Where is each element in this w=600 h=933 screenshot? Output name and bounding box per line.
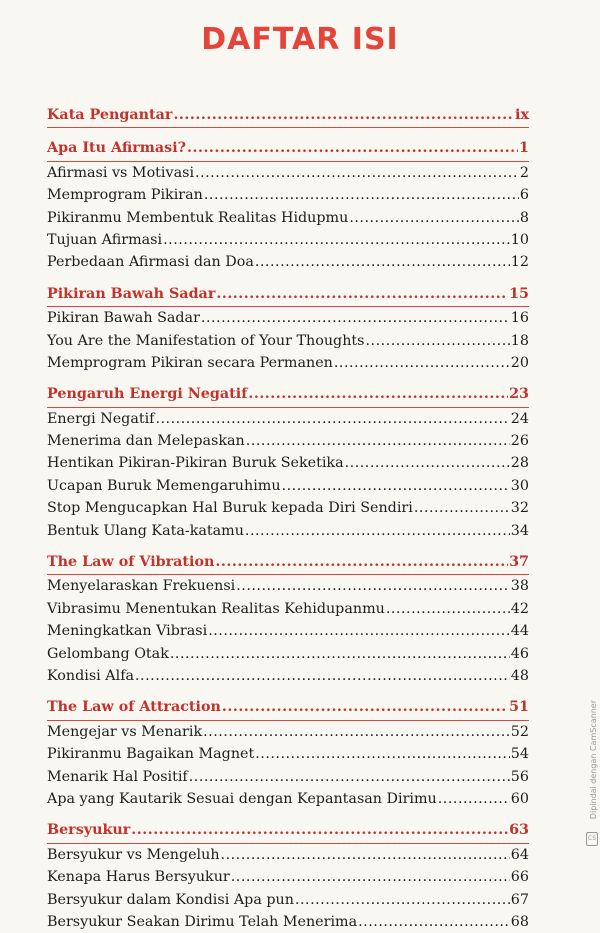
- entry-title: Pikiran Bawah Sadar: [47, 310, 200, 327]
- dot-leader: [358, 911, 510, 933]
- camscanner-logo-icon: CS: [586, 832, 598, 846]
- page-number: 66: [510, 869, 529, 886]
- toc-entry-row[interactable]: [47, 330, 529, 352]
- page-number: 2: [519, 164, 529, 181]
- entry-title: Vibrasimu Menentukan Realitas Kehidupanmu: [47, 600, 385, 617]
- dot-leader: [155, 408, 509, 430]
- dot-leader: [201, 307, 510, 329]
- entry-title: Menerima dan Melepaskan: [47, 433, 245, 450]
- entry-title: Hentikan Pikiran-Pikiran Buruk Seketika: [47, 455, 344, 472]
- toc-chapter-row[interactable]: [47, 819, 529, 841]
- dot-leader: [334, 352, 510, 374]
- entry-title: Apa yang Kautarik Sesuai dengan Kepantasan Dirimu: [47, 790, 437, 807]
- toc-chapter-row[interactable]: [47, 283, 529, 305]
- page-number: 63: [509, 822, 529, 839]
- dot-leader: [438, 788, 510, 810]
- toc-entry-row[interactable]: [47, 408, 529, 430]
- dot-leader: [248, 383, 508, 405]
- entry-title: Bersyukur Seakan Dirimu Telah Menerima: [47, 913, 358, 930]
- page-number: 6: [519, 187, 529, 204]
- entry-title: Tujuan Afirmasi: [47, 231, 163, 248]
- page-number: 30: [510, 477, 529, 494]
- dot-leader: [163, 229, 510, 251]
- dot-leader: [170, 643, 510, 665]
- entry-title: Stop Mengucapkan Hal Buruk kepada Diri Sendiri: [47, 500, 413, 517]
- scanner-watermark: Dipindai dengan CamScanner: [589, 700, 598, 820]
- page-number: 38: [510, 578, 529, 595]
- dot-leader: [349, 207, 519, 229]
- dot-leader: [189, 766, 510, 788]
- dot-leader: [345, 452, 510, 474]
- page-number: 52: [510, 723, 529, 740]
- page-number: 67: [510, 891, 529, 908]
- toc-entry-row[interactable]: [47, 452, 529, 474]
- toc-entry-row[interactable]: [47, 520, 529, 542]
- chapter-title: Pengaruh Energi Negatif: [47, 386, 248, 403]
- section-gap: [47, 542, 529, 551]
- dot-leader: [195, 162, 519, 184]
- toc-entry-row[interactable]: [47, 430, 529, 452]
- chapter-title: Bersyukur: [47, 822, 131, 839]
- dot-leader: [221, 844, 510, 866]
- toc-entry-row[interactable]: [47, 497, 529, 519]
- toc-entry-row[interactable]: [47, 307, 529, 329]
- page-number: 56: [510, 768, 529, 785]
- page-number: 34: [510, 522, 529, 539]
- toc-entry-row[interactable]: [47, 788, 529, 810]
- section-gap: [47, 374, 529, 383]
- toc-entry-row[interactable]: [47, 866, 529, 888]
- page-number: 64: [510, 846, 529, 863]
- page-number: 44: [510, 623, 529, 640]
- dot-leader: [173, 104, 514, 126]
- entry-title: Kenapa Harus Bersyukur: [47, 869, 230, 886]
- dot-leader: [131, 819, 508, 841]
- entry-title: Bersyukur dalam Kondisi Apa pun: [47, 891, 294, 908]
- entry-title: Bentuk Ulang Kata-katamu: [47, 522, 244, 539]
- table-of-contents: [47, 104, 529, 933]
- section-gap: [47, 687, 529, 696]
- chapter-title: Kata Pengantar: [47, 107, 173, 123]
- dot-leader: [295, 889, 510, 911]
- section-gap: [47, 810, 529, 819]
- toc-entry-row[interactable]: [47, 352, 529, 374]
- entry-title: You Are the Manifestation of Your Thoughts: [47, 332, 365, 349]
- toc-entry-row[interactable]: [47, 889, 529, 911]
- toc-entry-row[interactable]: [47, 475, 529, 497]
- dot-leader: [282, 475, 510, 497]
- page-number: 8: [519, 209, 529, 226]
- page-number: 1: [519, 140, 529, 157]
- dot-leader: [208, 620, 510, 642]
- page-number: 10: [510, 231, 529, 248]
- entry-title: Bersyukur vs Mengeluh: [47, 846, 220, 863]
- entry-title: Perbedaan Afirmasi dan Doa: [47, 254, 254, 271]
- dot-leader: [203, 721, 510, 743]
- toc-entry-row[interactable]: [47, 844, 529, 866]
- page-number: 68: [510, 913, 529, 930]
- page-number: 28: [510, 455, 529, 472]
- dot-leader: [236, 575, 510, 597]
- dot-leader: [246, 430, 510, 452]
- toc-entry-row[interactable]: [47, 643, 529, 665]
- page-number: 16: [510, 310, 529, 327]
- toc-entry-row[interactable]: [47, 229, 529, 251]
- page-number: 46: [510, 645, 529, 662]
- page-number: 48: [510, 667, 529, 684]
- page-number: 42: [510, 600, 529, 617]
- page-number: 20: [510, 354, 529, 371]
- dot-leader: [222, 696, 508, 718]
- toc-entry-row[interactable]: [47, 743, 529, 765]
- dot-leader: [414, 497, 510, 519]
- page-number: ix: [515, 107, 529, 123]
- dot-leader: [245, 520, 510, 542]
- entry-title: Memprogram Pikiran secara Permanen: [47, 354, 333, 371]
- toc-entry-row[interactable]: [47, 598, 529, 620]
- entry-title: Mengejar vs Menarik: [47, 723, 203, 740]
- page-title: DAFTAR ISI: [201, 22, 399, 57]
- chapter-title: The Law of Vibration: [47, 554, 215, 571]
- entry-title: Energi Negatif: [47, 410, 155, 427]
- dot-leader: [204, 184, 519, 206]
- entry-title: Menarik Hal Positif: [47, 768, 188, 785]
- toc-entry-row[interactable]: [47, 911, 529, 933]
- toc-entry-row[interactable]: [47, 665, 529, 687]
- toc-chapter-row[interactable]: [47, 383, 529, 405]
- page-number: 54: [510, 746, 529, 763]
- toc-entry-row[interactable]: [47, 184, 529, 206]
- section-gap: [47, 274, 529, 283]
- section-gap: [47, 128, 529, 137]
- toc-entry-row[interactable]: [47, 207, 529, 229]
- entry-title: Pikiranmu Bagaikan Magnet: [47, 746, 255, 763]
- page-number: 15: [509, 285, 529, 302]
- chapter-title: Pikiran Bawah Sadar: [47, 285, 216, 302]
- page-number: 24: [510, 410, 529, 427]
- entry-title: Memprogram Pikiran: [47, 187, 203, 204]
- toc-entry-row[interactable]: [47, 620, 529, 642]
- toc-chapter-row[interactable]: [47, 696, 529, 718]
- entry-title: Meningkatkan Vibrasi: [47, 623, 208, 640]
- page-number: 51: [509, 699, 529, 716]
- page-number: 12: [510, 254, 529, 271]
- dot-leader: [216, 283, 508, 305]
- dot-leader: [366, 330, 510, 352]
- dot-leader: [135, 665, 510, 687]
- toc-entry-row[interactable]: [47, 575, 529, 597]
- chapter-title: Apa Itu Afirmasi?: [47, 140, 187, 157]
- toc-chapter-row[interactable]: [47, 104, 529, 126]
- page-number: 26: [510, 433, 529, 450]
- dot-leader: [187, 137, 518, 159]
- page-number: 60: [510, 790, 529, 807]
- toc-entry-row[interactable]: [47, 766, 529, 788]
- entry-title: Menyelaraskan Frekuensi: [47, 578, 236, 595]
- dot-leader: [255, 251, 510, 273]
- entry-title: Pikiranmu Membentuk Realitas Hidupmu: [47, 209, 349, 226]
- page-number: 37: [509, 554, 529, 571]
- dot-leader: [215, 551, 508, 573]
- toc-entry-row[interactable]: [47, 721, 529, 743]
- toc-chapter-row[interactable]: [47, 551, 529, 573]
- page-number: 32: [510, 500, 529, 517]
- dot-leader: [255, 743, 510, 765]
- toc-chapter-row[interactable]: [47, 137, 529, 159]
- toc-entry-row[interactable]: [47, 162, 529, 184]
- entry-title: Kondisi Alfa: [47, 667, 135, 684]
- chapter-title: The Law of Attraction: [47, 699, 221, 716]
- page-number: 18: [510, 332, 529, 349]
- entry-title: Afirmasi vs Motivasi: [47, 164, 195, 181]
- dot-leader: [386, 598, 510, 620]
- dot-leader: [231, 866, 510, 888]
- toc-entry-row[interactable]: [47, 251, 529, 273]
- entry-title: Ucapan Buruk Memengaruhimu: [47, 477, 281, 494]
- page-number: 23: [509, 386, 529, 403]
- entry-title: Gelombang Otak: [47, 645, 169, 662]
